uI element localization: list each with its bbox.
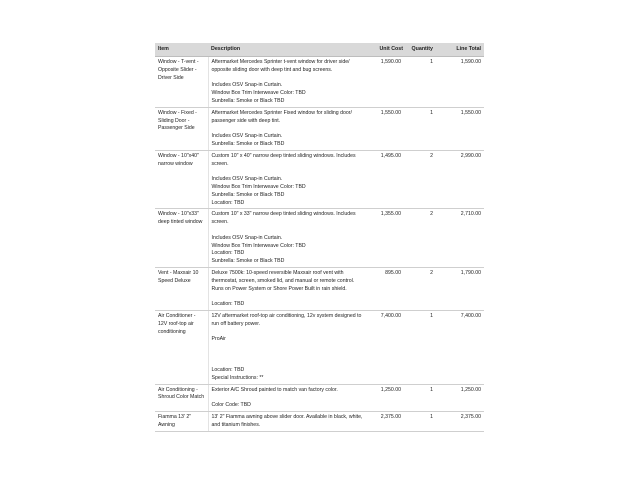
quantity-cell: 1: [406, 384, 439, 411]
table-row: [155, 150, 484, 209]
line-total-cell: 1,250.00: [439, 384, 484, 411]
table-row: [155, 107, 484, 150]
description-spacer: [212, 329, 364, 337]
line-total-cell: 2,375.00: [439, 412, 484, 432]
item-cell: Air Conditioner - 12V roof-top air conditioning: [155, 310, 208, 384]
item-cell: Air Conditioning - Shroud Color Match: [155, 384, 208, 411]
description-line: Includes OSV Snap-in Curtain.: [211, 176, 283, 183]
header-item: Item: [155, 43, 208, 57]
description-line: Deluxe 7500k: 10-speed reversible Maxxair roof vent with thermostat, screen, smoked lid, and manual or remote control. Runs on Power System or Shore Power Built in rain shield.: [211, 269, 355, 292]
description-spacer: [212, 168, 364, 176]
description-spacer: [212, 293, 364, 301]
description-cell: [208, 310, 366, 384]
line-total-cell: 7,400.00: [439, 310, 484, 384]
table-row: [155, 310, 484, 384]
description-line: Aftermarket Mercedes Sprinter Fixed window for sliding door/ passenger side with deep tint.: [211, 109, 352, 124]
unit-cost-cell: 1,590.00: [366, 57, 406, 108]
header-description: Description: [208, 43, 366, 57]
item-cell: Window - Fixed - Sliding Door - Passenger Side: [155, 107, 208, 150]
quantity-cell: 1: [406, 412, 439, 432]
item-cell: Window - 10"x33" deep tinted window: [155, 209, 208, 268]
description-line: Exterior A/C Shroud painted to match van factory color.: [211, 386, 338, 393]
description-cell: [208, 267, 366, 310]
description-spacer: [212, 227, 364, 235]
line-total-cell: 1,590.00: [439, 57, 484, 108]
header-row: [155, 43, 484, 57]
description-line: Location: TBD: [211, 250, 245, 257]
description-spacer: [212, 394, 364, 402]
description-line: Location: TBD: [211, 199, 245, 206]
description-line: Sunbrella: Smoke or Black TBD: [211, 140, 285, 147]
header-line-total: Line Total: [439, 43, 484, 57]
description-cell: [208, 150, 366, 209]
line-total-cell: 1,790.00: [439, 267, 484, 310]
description-line: Location: TBD: [211, 301, 245, 308]
description-spacer: [212, 344, 364, 367]
quantity-cell: 1: [406, 310, 439, 384]
header-unit-cost: Unit Cost: [366, 43, 406, 57]
description-line: Includes OSV Snap-in Curtain.: [211, 133, 283, 140]
table-body: [155, 57, 484, 432]
unit-cost-cell: 1,550.00: [366, 107, 406, 150]
table-row: [155, 209, 484, 268]
description-cell: [208, 412, 366, 432]
description-line: Custom 10" x 33" narrow deep tinted sliding windows. Includes screen.: [211, 211, 356, 226]
table-row: [155, 57, 484, 108]
description-line: Color Code: TBD: [211, 402, 251, 409]
description-cell: [208, 107, 366, 150]
description-line: 12V aftermarket roof-top air conditioning, 12v system designed to run off battery power.: [211, 312, 362, 327]
unit-cost-cell: 7,400.00: [366, 310, 406, 384]
description-cell: [208, 57, 366, 108]
description-line: Includes OSV Snap-in Curtain.: [211, 234, 283, 241]
item-cell: Vent - Maxxair 10 Speed Deluxe: [155, 267, 208, 310]
line-items-table: [155, 43, 484, 432]
item-cell: Window - 10"x40" narrow window: [155, 150, 208, 209]
quantity-cell: 1: [406, 107, 439, 150]
quantity-cell: 2: [406, 209, 439, 268]
description-spacer: [212, 125, 364, 133]
unit-cost-cell: 1,495.00: [366, 150, 406, 209]
description-line: Location: TBD: [211, 367, 245, 374]
description-line: Aftermarket Mercedes Sprinter t-vent window for driver side/ opposite sliding door with deep tint and bug screens.: [211, 59, 350, 73]
quantity-cell: 2: [406, 267, 439, 310]
description-line: Custom 10" x 40" narrow deep tinted sliding windows. Includes screen.: [211, 152, 356, 167]
table-header: [155, 43, 484, 57]
description-line: 13' 2" Fiamma awning above slider door. Available in black, white, and titanium finishes.: [211, 414, 363, 428]
description-line: Sunbrella: Smoke or Black TBD: [211, 97, 285, 104]
item-cell: Window - T-vent - Opposite Slider - Driver Side: [155, 57, 208, 108]
description-line: Sunbrella: Smoke or Black TBD: [211, 258, 285, 265]
line-total-cell: 1,550.00: [439, 107, 484, 150]
line-total-cell: 2,990.00: [439, 150, 484, 209]
table-row: [155, 384, 484, 411]
description-line: Window Box Trim Interweave Color: TBD: [211, 90, 306, 97]
table-row: [155, 412, 484, 432]
description-line: Window Box Trim Interweave Color: TBD: [211, 242, 306, 249]
description-line: Window Box Trim Interweave Color: TBD: [211, 183, 306, 190]
description-line: Sunbrella: Smoke or Black TBD: [211, 191, 285, 198]
header-quantity: Quantity: [406, 43, 439, 57]
line-total-cell: 2,710.00: [439, 209, 484, 268]
description-spacer: [212, 75, 364, 83]
unit-cost-cell: 2,375.00: [366, 412, 406, 432]
item-cell: Fiamma 13' 2" Awning: [155, 412, 208, 432]
table-row: [155, 267, 484, 310]
unit-cost-cell: 1,355.00: [366, 209, 406, 268]
description-cell: [208, 384, 366, 411]
description-cell: [208, 209, 366, 268]
quantity-cell: 2: [406, 150, 439, 209]
quantity-cell: 1: [406, 57, 439, 108]
description-line: ProAir: [211, 336, 226, 343]
unit-cost-cell: 895.00: [366, 267, 406, 310]
description-line: Includes OSV Snap-in Curtain.: [211, 82, 283, 89]
unit-cost-cell: 1,250.00: [366, 384, 406, 411]
description-line: Special Instructions: **: [211, 374, 264, 381]
